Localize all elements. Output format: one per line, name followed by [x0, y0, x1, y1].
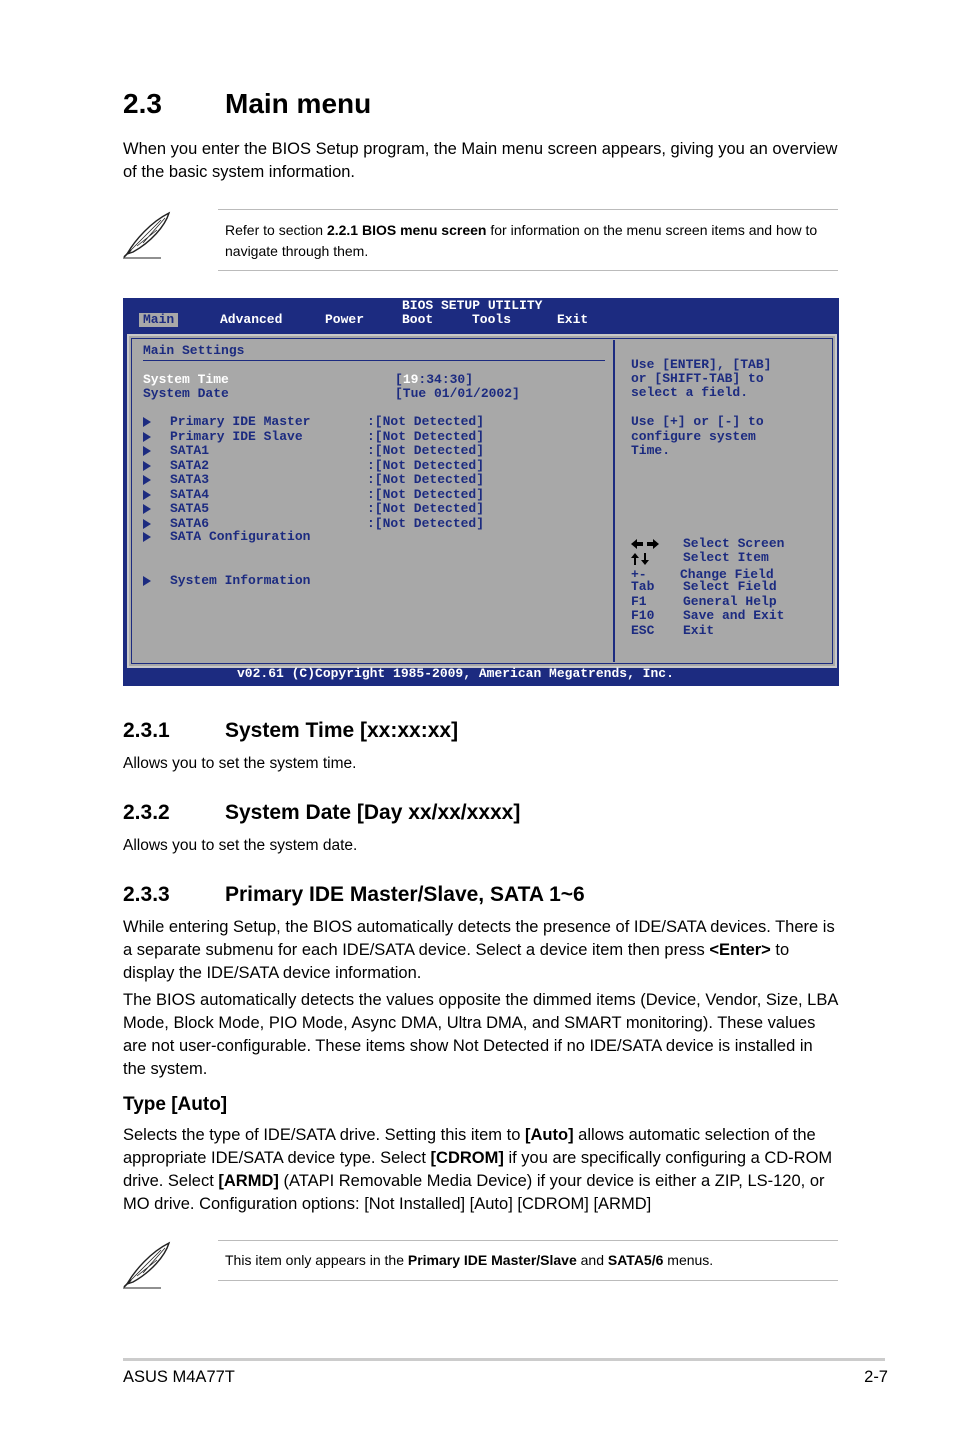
- arrow-icon: [143, 489, 151, 504]
- device-label[interactable]: Primary IDE Master: [170, 414, 311, 429]
- section-2-3-1-body: Allows you to set the system time.: [123, 755, 357, 772]
- device-label[interactable]: SATA1: [170, 443, 210, 458]
- key-desc: Change Field: [680, 567, 774, 582]
- section-2-3-3-paragraph-1: While entering Setup, the BIOS automatically detects the presence of IDE/SATA devices. There is a separate submenu for each IDE/SATA device. Select a device item then press <Enter> to display the IDE/SATA device information.: [123, 918, 835, 982]
- device-value: :[Not Detected]: [367, 428, 485, 444]
- help-line: or [SHIFT-TAB] to: [631, 371, 764, 386]
- device-value: :[Not Detected]: [367, 414, 485, 429]
- note-text: This item only appears in the Primary IDE Master/Slave and SATA5/6 menus.: [225, 1252, 714, 1268]
- device-value: :[Not Detected]: [367, 501, 485, 516]
- system-date-label[interactable]: System Date: [143, 386, 229, 401]
- arrow-icon: [143, 575, 151, 590]
- footer-page-number: 2-7: [864, 1368, 888, 1386]
- key-name: +-: [631, 567, 647, 582]
- footer-rule: [123, 1358, 885, 1361]
- section-heading-2-3-2: 2.3.2 System Date [Day xx/xx/xxxx]: [123, 801, 521, 824]
- note-box: [218, 209, 838, 271]
- system-information-item[interactable]: System Information: [170, 573, 311, 588]
- device-label[interactable]: Primary IDE Slave: [170, 428, 303, 444]
- device-label[interactable]: SATA6: [170, 515, 210, 531]
- key-desc: General Help: [683, 594, 777, 609]
- system-time-label[interactable]: System Time: [143, 372, 229, 387]
- up-down-arrows-icon: [631, 553, 649, 565]
- note-pen-icon: [121, 210, 173, 260]
- device-value: :[Not Detected]: [367, 515, 485, 531]
- device-value: :[Not Detected]: [367, 443, 485, 458]
- bios-screen: [123, 298, 839, 686]
- key-name: ESC: [631, 623, 655, 638]
- device-value: :[Not Detected]: [367, 486, 485, 502]
- key-desc: Save and Exit: [683, 608, 785, 623]
- arrow-icon: [143, 445, 151, 460]
- section-2-3-3-paragraph-2: The BIOS automatically detects the values opposite the dimmed items (Device, Vendor, Size, LBA Mode, Block Mode, PIO Mode, Async DMA, Ultra DMA, and SMART monitoring). These values are not user-configurable. These items show Not Detected if no IDE/SATA device is installed in the system.: [123, 991, 838, 1078]
- arrow-icon: [143, 503, 151, 518]
- key-desc: Select Screen: [683, 536, 785, 551]
- type-heading: Type [Auto]: [123, 1094, 228, 1115]
- help-line: Time.: [631, 443, 671, 458]
- intro-paragraph: When you enter the BIOS Setup program, the Main menu screen appears, giving you an overview of the basic system information.: [123, 140, 838, 181]
- help-line: Use [+] or [-] to: [631, 414, 764, 429]
- key-name: F1: [631, 594, 647, 609]
- key-name: F10: [631, 608, 655, 623]
- arrow-icon: [143, 460, 151, 475]
- section-title: Main Settings: [143, 343, 245, 358]
- tab-boot[interactable]: Boot: [402, 312, 434, 327]
- device-label[interactable]: SATA3: [170, 472, 210, 487]
- note-text: Refer to section 2.2.1 BIOS menu screen for information on the menu screen items and how to navigate through them.: [225, 222, 818, 259]
- arrow-icon: [143, 474, 151, 489]
- key-desc: Select Field: [683, 579, 777, 594]
- note-pen-icon: [121, 1240, 173, 1290]
- bios-panel: [127, 334, 837, 668]
- tab-main[interactable]: Main: [139, 313, 178, 327]
- bios-header: BIOS SETUP UTILITY: [402, 298, 543, 313]
- left-right-arrows-icon: [631, 539, 659, 549]
- device-label[interactable]: SATA4: [170, 486, 210, 502]
- arrow-icon: [143, 431, 151, 446]
- section-heading-2-3-3: 2.3.3 Primary IDE Master/Slave, SATA 1~6: [123, 883, 585, 906]
- device-value: :[Not Detected]: [367, 472, 485, 487]
- tab-exit[interactable]: Exit: [557, 312, 589, 327]
- key-desc: Select Item: [683, 550, 769, 565]
- tab-power[interactable]: Power: [325, 312, 365, 327]
- system-time-value[interactable]: [19:34:30]: [395, 372, 474, 387]
- sata-configuration-item[interactable]: SATA Configuration: [170, 529, 311, 544]
- type-paragraph: Selects the type of IDE/SATA drive. Setting this item to [Auto] allows automatic selection of the appropriate IDE/SATA device type. Select [CDROM] if you are specifically configuring a CD-ROM drive. Select [ARMD] (ATAPI Removable Media Device) if your device is either a ZIP, LS-120, or MO drive. Configuration options: [Not Installed] [Auto] [CDROM] [ARMD]: [123, 1126, 833, 1213]
- help-line: configure system: [631, 429, 756, 444]
- note-box: [218, 1240, 838, 1281]
- section-2-3-2-body: Allows you to set the system date.: [123, 837, 358, 854]
- key-name: Tab: [631, 579, 655, 594]
- help-line: select a field.: [631, 385, 749, 400]
- arrow-icon: [143, 531, 151, 546]
- section-heading-2-3-1: 2.3.1 System Time [xx:xx:xx]: [123, 719, 459, 742]
- device-value: :[Not Detected]: [367, 457, 485, 473]
- tab-advanced[interactable]: Advanced: [220, 312, 283, 327]
- system-date-value[interactable]: [Tue 01/01/2002]: [395, 386, 520, 401]
- device-label[interactable]: SATA5: [170, 501, 210, 516]
- page-title: 2.3 Main menu: [123, 88, 372, 119]
- footer-product: ASUS M4A77T: [123, 1368, 235, 1386]
- arrow-icon: [143, 416, 151, 431]
- key-desc: Exit: [683, 623, 715, 638]
- tab-tools[interactable]: Tools: [472, 312, 512, 327]
- help-line: Use [ENTER], [TAB]: [631, 357, 772, 372]
- bios-copyright: v02.61 (C)Copyright 1985-2009, American Megatrends, Inc.: [237, 666, 674, 681]
- device-label[interactable]: SATA2: [170, 457, 210, 473]
